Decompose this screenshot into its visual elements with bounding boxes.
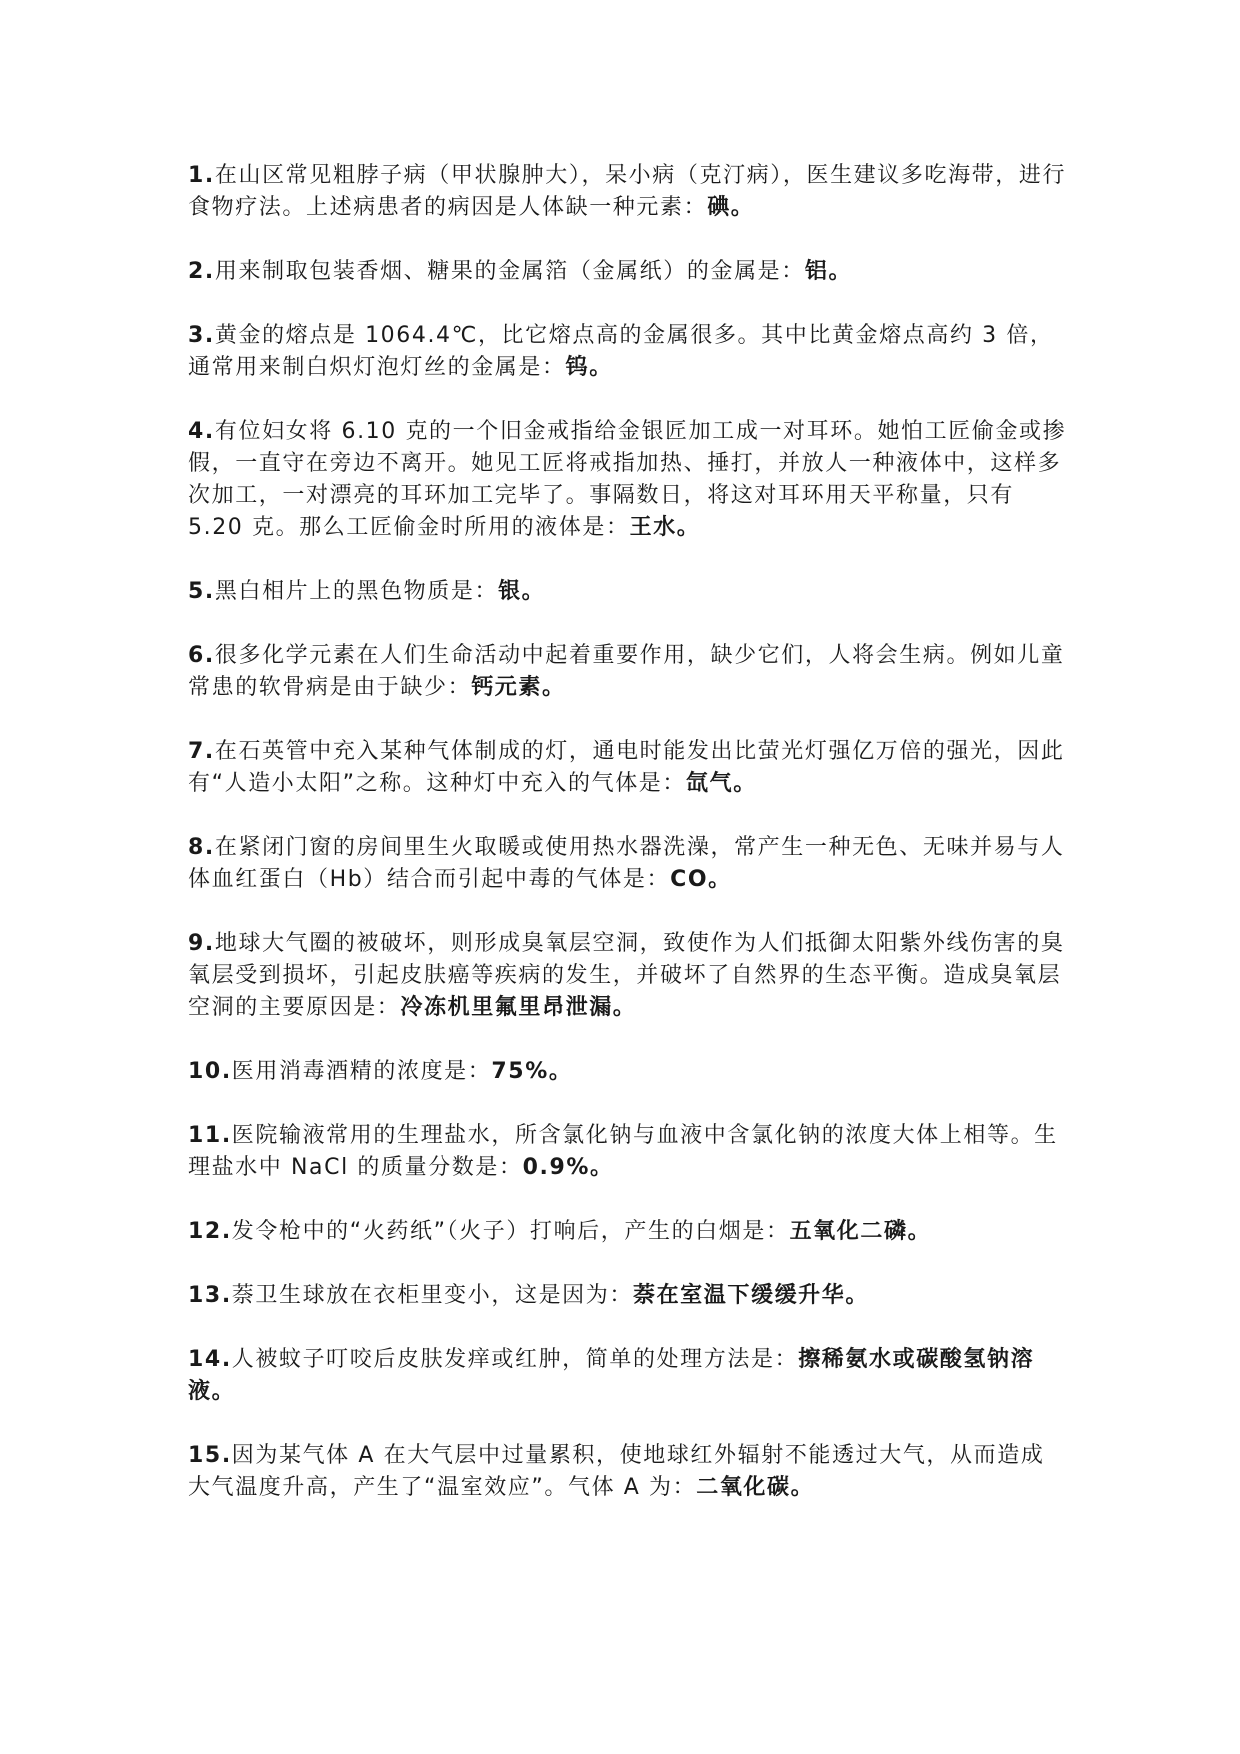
question-item-10	[188, 1056, 1068, 1088]
question-item-6	[188, 640, 1068, 704]
question-text: 医院输液常用的生理盐水，所含氯化钠与血液中含氯化钠的浓度大体上相等。生理盐水中 NaCl 的质量分数是：	[188, 1123, 1058, 1180]
question-number: 1.	[188, 163, 215, 188]
question-item-8	[188, 832, 1068, 896]
question-item-1	[188, 160, 1068, 224]
question-answer: 萘在室温下缓缓升华。	[632, 1283, 869, 1308]
question-answer: 铝。	[804, 259, 853, 284]
question-answer: 五氧化二磷。	[789, 1219, 932, 1244]
question-answer: 氙气。	[686, 771, 757, 796]
question-text: 黄金的熔点是 1064.4℃，比它熔点高的金属很多。其中比黄金熔点高约 3 倍，通常用来制白炽灯泡灯丝的金属是：	[188, 323, 1054, 380]
question-item-3	[188, 320, 1068, 384]
question-item-9	[188, 928, 1068, 1024]
document-page	[188, 160, 1068, 1536]
question-answer: 75%。	[491, 1059, 573, 1084]
question-number: 14.	[188, 1347, 232, 1372]
question-text: 人被蚊子叮咬后皮肤发痒或红肿，简单的处理方法是：	[231, 1347, 799, 1372]
question-number: 9.	[188, 931, 215, 956]
question-number: 10.	[188, 1059, 232, 1084]
question-text: 有位妇女将 6.10 克的一个旧金戒指给金银匠加工成一对耳环。她怕工匠偷金或掺假，一直守在旁边不离开。她见工匠将戒指加热、捶打，并放人一种液体中，这样多次加工，一对漂亮的耳环加工完毕了。事隔数日，将这对耳环用天平称量，只有 5.20 克。那么工匠偷金时所用的液体是：	[188, 419, 1067, 540]
question-answer: 碘。	[707, 195, 755, 220]
question-answer: 擦稀氨水或碳酸氢钠溶液。	[188, 1347, 1035, 1404]
question-text: 很多化学元素在人们生命活动中起着重要作用，缺少它们，人将会生病。例如儿童常患的软骨病是由于缺少：	[188, 643, 1065, 700]
question-answer: 钨。	[565, 355, 613, 380]
question-text: 用来制取包装香烟、糖果的金属箔（金属纸）的金属是：	[214, 259, 805, 284]
question-number: 3.	[188, 323, 215, 348]
question-text: 在紧闭门窗的房间里生火取暖或使用热水器洗澡，常产生一种无色、无味并易与人体血红蛋白（Hb）结合而引起中毒的气体是：	[188, 835, 1065, 892]
question-number: 15.	[188, 1443, 232, 1468]
question-answer: 银。	[498, 579, 546, 604]
question-item-12	[188, 1216, 1068, 1248]
question-answer: 钙元素。	[471, 675, 566, 700]
question-item-5	[188, 576, 1068, 608]
question-text: 发令枪中的“火药纸”（火子）打响后，产生的白烟是：	[231, 1219, 790, 1244]
question-number: 6.	[188, 643, 215, 668]
question-text: 在石英管中充入某种气体制成的灯，通电时能发出比萤光灯强亿万倍的强光，因此有“人造小太阳”之称。这种灯中充入的气体是：	[188, 739, 1065, 796]
question-item-7	[188, 736, 1068, 800]
question-item-2	[188, 256, 1068, 288]
question-item-15	[188, 1440, 1068, 1504]
question-item-13	[188, 1280, 1068, 1312]
question-text: 萘卫生球放在衣柜里变小，这是因为：	[231, 1283, 633, 1308]
question-answer: 二氧化碳。	[696, 1475, 815, 1500]
question-number: 11.	[188, 1123, 232, 1148]
question-item-4	[188, 416, 1068, 544]
question-text: 因为某气体 A 在大气层中过量累积，使地球红外辐射不能透过大气，从而造成大气温度升高，产生了“温室效应”。气体 A 为：	[188, 1443, 1045, 1500]
question-answer: 王水。	[629, 515, 701, 540]
question-number: 4.	[188, 419, 215, 444]
question-number: 13.	[188, 1283, 232, 1308]
question-number: 5.	[188, 579, 215, 604]
question-item-11	[188, 1120, 1068, 1184]
question-text: 在山区常见粗脖子病（甲状腺肿大），呆小病（克汀病），医生建议多吃海带，进行食物疗法。上述病患者的病因是人体缺一种元素：	[188, 163, 1067, 220]
question-number: 7.	[188, 739, 215, 764]
question-number: 8.	[188, 835, 215, 860]
question-answer: 0.9%。	[522, 1155, 614, 1180]
question-text: 黑白相片上的黑色物质是：	[214, 579, 499, 604]
question-answer: 冷冻机里氟里昂泄漏。	[400, 995, 637, 1020]
question-answer: CO。	[670, 867, 732, 892]
question-text: 地球大气圈的被破坏，则形成臭氧层空洞，致使作为人们抵御太阳紫外线伤害的臭氧层受到损坏，引起皮肤癌等疾病的发生，并破坏了自然界的生态平衡。造成臭氧层空洞的主要原因是：	[188, 931, 1065, 1020]
question-number: 12.	[188, 1219, 232, 1244]
question-item-14	[188, 1344, 1068, 1408]
question-number: 2.	[188, 259, 215, 284]
question-text: 医用消毒酒精的浓度是：	[231, 1059, 492, 1084]
